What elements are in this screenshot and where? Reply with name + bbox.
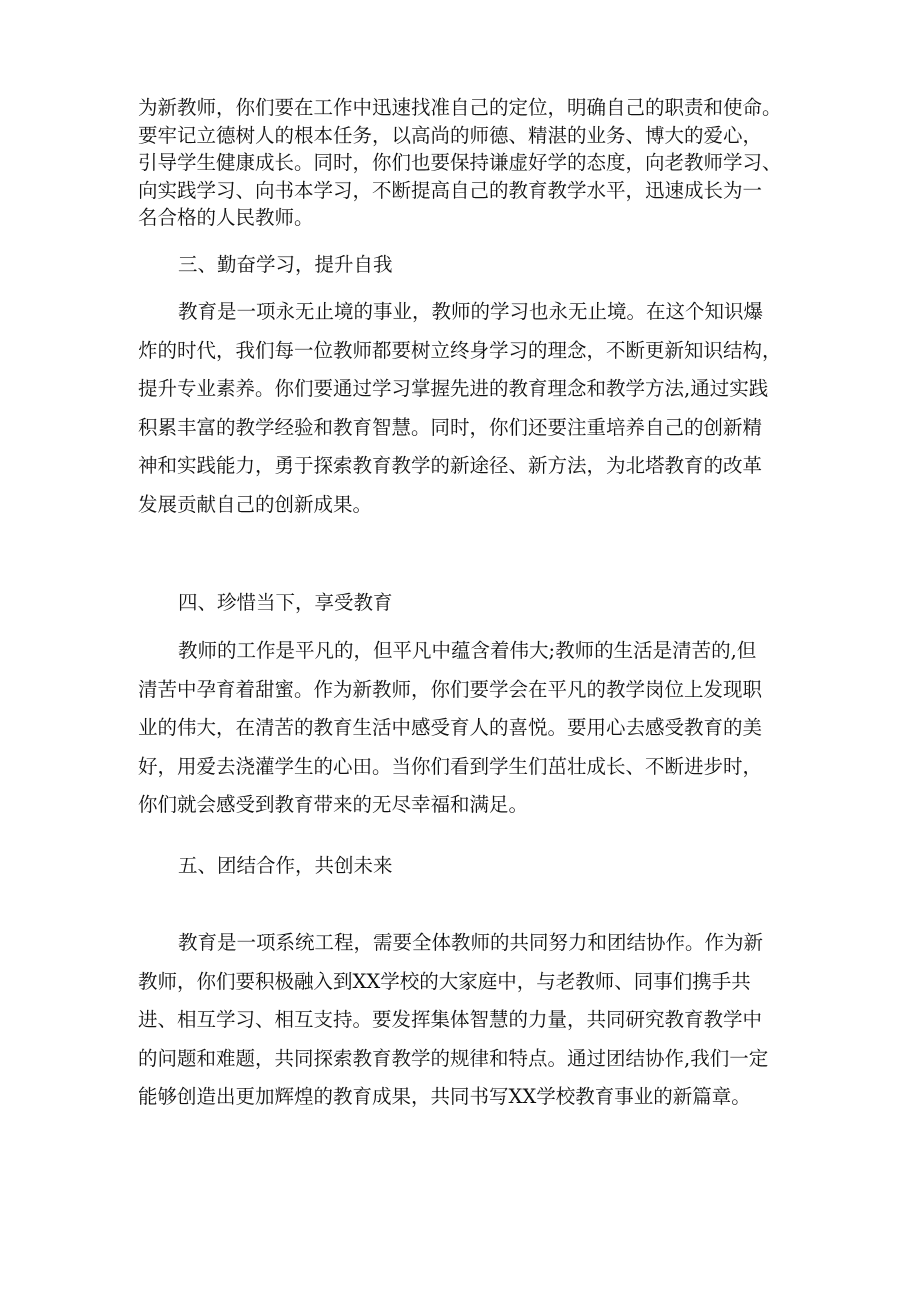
text-line: 教师的工作是平凡的，但平凡中蕴含着伟大;教师的生活是清苦的,但 (178, 639, 757, 662)
text-line: 要牢记立德树人的根本任务，以高尚的师德、精湛的业务、博大的爱心， (138, 123, 763, 147)
text-line: 炸的时代，我们每一位教师都要树立终身学习的理念，不断更新知识结构， (138, 338, 782, 362)
text-line: 的问题和难题，共同探索教育教学的规律和特点。通过团结协作,我们一定 (138, 1046, 769, 1070)
section-heading-5: 五、团结合作，共创未来 (178, 854, 393, 877)
section-paragraph-4 (138, 632, 788, 825)
text-line: 清苦中孕育着甜蜜。作为新教师，你们要学会在平凡的教学岗位上发现职 (138, 677, 763, 701)
text-line: 业的伟大，在清苦的教育生活中感受育人的喜悦。要用心去感受教育的美 (138, 716, 763, 740)
text-line: 为新教师，你们要在工作中迅速找准自己的定位，明确自己的职责和使命。 (138, 96, 782, 119)
text-line: 向实践学习、向书本学习，不断提高自己的教育教学水平，迅速成长为一 (138, 178, 763, 202)
text-line: 好，用爱去浇灌学生的心田。当你们看到学生们茁壮成长、不断进步时， (138, 754, 763, 778)
intro-paragraph (138, 94, 788, 232)
section-heading-3: 三、勤奋学习，提升自我 (178, 253, 393, 276)
text-line: 进、相互学习、相互支持。要发挥集体智慧的力量，共同研究教育教学中 (138, 1008, 763, 1032)
text-line: 你们就会感受到教育带来的无尽幸福和满足。 (138, 793, 529, 817)
text-line: 发展贡献自己的创新成果。 (138, 492, 373, 516)
section-heading-4: 四、珍惜当下，享受教育 (178, 591, 393, 614)
text-line: 名合格的人民教师。 (138, 206, 314, 229)
section-paragraph-3 (138, 293, 788, 525)
text-line: 积累丰富的教学经验和教育智慧。同时，你们还要注重培养自己的创新精 (138, 415, 763, 439)
text-line: 神和实践能力，勇于探索教育教学的新途径、新方法，为北塔教育的改革 (138, 454, 763, 478)
text-line: 教师，你们要积极融入到XX学校的大家庭中，与老教师、同事们携手共 (138, 969, 751, 993)
text-line: 教育是一项系统工程，需要全体教师的共同努力和团结协作。作为新 (178, 931, 764, 954)
text-line: 教育是一项永无止境的事业，教师的学习也永无止境。在这个知识爆 (178, 300, 764, 323)
text-line: 提升专业素养。你们要通过学习掌握先进的教育理念和教学方法,通过实践 (138, 377, 769, 401)
text-line: 引导学生健康成长。同时，你们也要保持谦虚好学的态度，向老教师学习、 (138, 151, 782, 174)
section-paragraph-5 (138, 924, 788, 1117)
text-line: 能够创造出更加辉煌的教育成果，共同书写XX学校教育事业的新篇章。 (138, 1085, 751, 1109)
